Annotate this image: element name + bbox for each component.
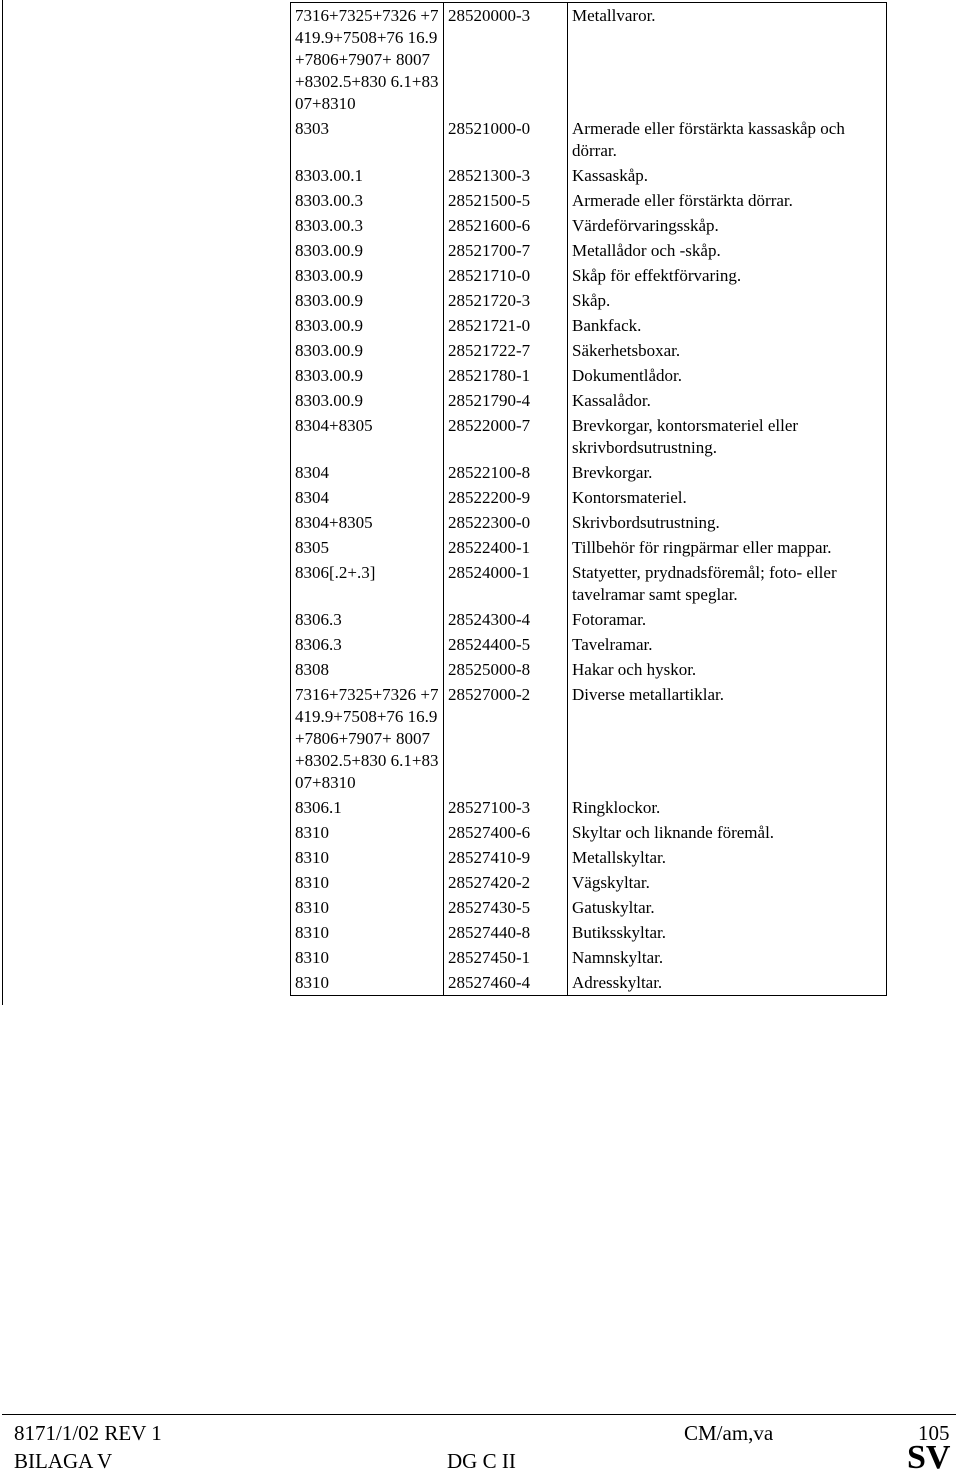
cpv-code-table	[290, 2, 887, 996]
cpv-code-cell: 28521720-3	[444, 288, 568, 313]
cpv-code-cell: 28521780-1	[444, 363, 568, 388]
cn-code-cell: 8304+8305	[291, 413, 444, 460]
cn-code-cell: 8310	[291, 970, 444, 996]
annex-label: BILAGA V	[14, 1449, 113, 1473]
cpv-code-cell: 28521600-6	[444, 213, 568, 238]
table-row	[291, 485, 887, 510]
cn-code-cell: 8306[.2+.3]	[291, 560, 444, 607]
cn-code-cell: 8310	[291, 820, 444, 845]
cn-code-cell: 8303.00.9	[291, 263, 444, 288]
cn-code-cell: 8306.1	[291, 795, 444, 820]
table-row	[291, 870, 887, 895]
cn-code-cell: 8310	[291, 870, 444, 895]
margin-rule	[2, 0, 3, 1005]
cpv-code-cell: 28521000-0	[444, 116, 568, 163]
cn-code-cell: 8303.00.9	[291, 238, 444, 263]
description-cell: Armerade eller förstärkta kassaskåp och dörrar.	[568, 116, 887, 163]
cn-code-cell: 7316+7325+7326 +7419.9+7508+76 16.9+7806+7907+ 8007+8302.5+830 6.1+8307+8310	[291, 682, 444, 795]
description-cell: Bankfack.	[568, 313, 887, 338]
cn-code-cell: 8310	[291, 895, 444, 920]
description-cell: Skåp för effektförvaring.	[568, 263, 887, 288]
description-cell: Tavelramar.	[568, 632, 887, 657]
description-cell: Ringklockor.	[568, 795, 887, 820]
table-row	[291, 560, 887, 607]
cpv-code-cell: 28527000-2	[444, 682, 568, 795]
cpv-code-cell: 28527440-8	[444, 920, 568, 945]
cn-code-cell: 8308	[291, 657, 444, 682]
cpv-code-cell: 28521790-4	[444, 388, 568, 413]
cn-code-cell: 8303.00.3	[291, 188, 444, 213]
cn-code-cell: 8310	[291, 845, 444, 870]
description-cell: Skyltar och liknande föremål.	[568, 820, 887, 845]
cn-code-cell: 8304	[291, 460, 444, 485]
cn-code-cell: 8304	[291, 485, 444, 510]
description-cell: Vägskyltar.	[568, 870, 887, 895]
description-cell: Kontorsmateriel.	[568, 485, 887, 510]
table-row	[291, 313, 887, 338]
description-cell: Brevkorgar, kontorsmateriel eller skrivbordsutrustning.	[568, 413, 887, 460]
cn-code-cell: 8303.00.3	[291, 213, 444, 238]
cpv-code-cell: 28527100-3	[444, 795, 568, 820]
table-row	[291, 795, 887, 820]
cpv-code-cell: 28527420-2	[444, 870, 568, 895]
description-cell: Säkerhetsboxar.	[568, 338, 887, 363]
table-row	[291, 945, 887, 970]
description-cell: Värdeförvaringsskåp.	[568, 213, 887, 238]
cn-code-cell: 8303.00.9	[291, 313, 444, 338]
table-row	[291, 263, 887, 288]
cpv-code-cell: 28527460-4	[444, 970, 568, 996]
cpv-code-cell: 28522400-1	[444, 535, 568, 560]
cn-code-cell: 8303.00.9	[291, 363, 444, 388]
description-cell: Skrivbordsutrustning.	[568, 510, 887, 535]
cn-code-cell: 8305	[291, 535, 444, 560]
cpv-code-cell: 28522200-9	[444, 485, 568, 510]
directorate-label: DG C II	[447, 1449, 516, 1473]
cpv-code-cell: 28521710-0	[444, 263, 568, 288]
cn-code-cell: 8310	[291, 945, 444, 970]
code-table-body	[291, 3, 887, 996]
cn-code-cell: 7316+7325+7326 +7419.9+7508+76 16.9+7806+7907+ 8007+8302.5+830 6.1+8307+8310	[291, 3, 444, 117]
cpv-code-cell: 28521500-5	[444, 188, 568, 213]
cn-code-cell: 8303.00.9	[291, 388, 444, 413]
language-code: SV	[907, 1439, 951, 1476]
cpv-code-cell: 28527400-6	[444, 820, 568, 845]
description-cell: Skåp.	[568, 288, 887, 313]
table-row	[291, 657, 887, 682]
cpv-code-cell: 28525000-8	[444, 657, 568, 682]
cpv-code-cell: 28520000-3	[444, 3, 568, 117]
table-row	[291, 363, 887, 388]
table-row	[291, 970, 887, 996]
table-row	[291, 388, 887, 413]
cpv-code-cell: 28524300-4	[444, 607, 568, 632]
cpv-code-cell: 28521300-3	[444, 163, 568, 188]
cpv-code-cell: 28522300-0	[444, 510, 568, 535]
table-row	[291, 213, 887, 238]
description-cell: Kassalådor.	[568, 388, 887, 413]
description-cell: Hakar och hyskor.	[568, 657, 887, 682]
table-row	[291, 238, 887, 263]
cpv-code-cell: 28521722-7	[444, 338, 568, 363]
description-cell: Tillbehör för ringpärmar eller mappar.	[568, 535, 887, 560]
description-cell: Namnskyltar.	[568, 945, 887, 970]
description-cell: Diverse metallartiklar.	[568, 682, 887, 795]
cpv-code-cell: 28521700-7	[444, 238, 568, 263]
table-row	[291, 338, 887, 363]
table-row	[291, 413, 887, 460]
table-row	[291, 535, 887, 560]
table-row	[291, 845, 887, 870]
table-row	[291, 607, 887, 632]
cn-code-cell: 8303.00.9	[291, 288, 444, 313]
footer-divider	[2, 1414, 956, 1415]
cpv-code-cell: 28522000-7	[444, 413, 568, 460]
description-cell: Metallvaror.	[568, 3, 887, 117]
cpv-code-cell: 28522100-8	[444, 460, 568, 485]
table-row	[291, 682, 887, 795]
description-cell: Fotoramar.	[568, 607, 887, 632]
table-row	[291, 895, 887, 920]
description-cell: Adresskyltar.	[568, 970, 887, 996]
table-row	[291, 116, 887, 163]
table-row	[291, 460, 887, 485]
description-cell: Gatuskyltar.	[568, 895, 887, 920]
cpv-code-cell: 28527450-1	[444, 945, 568, 970]
cpv-code-cell: 28527430-5	[444, 895, 568, 920]
table-row	[291, 632, 887, 657]
cn-code-cell: 8303.00.9	[291, 338, 444, 363]
description-cell: Kassaskåp.	[568, 163, 887, 188]
cn-code-cell: 8304+8305	[291, 510, 444, 535]
description-cell: Metallskyltar.	[568, 845, 887, 870]
description-cell: Armerade eller förstärkta dörrar.	[568, 188, 887, 213]
cn-code-cell: 8306.3	[291, 632, 444, 657]
cpv-code-cell: 28521721-0	[444, 313, 568, 338]
table-row	[291, 188, 887, 213]
cn-code-cell: 8303	[291, 116, 444, 163]
table-row	[291, 510, 887, 535]
document-reference: 8171/1/02 REV 1	[14, 1421, 162, 1445]
cn-code-cell: 8310	[291, 920, 444, 945]
page-number: 105	[918, 1421, 950, 1445]
description-cell: Brevkorgar.	[568, 460, 887, 485]
cpv-code-cell: 28527410-9	[444, 845, 568, 870]
table-row	[291, 820, 887, 845]
description-cell: Dokumentlådor.	[568, 363, 887, 388]
description-cell: Butiksskyltar.	[568, 920, 887, 945]
table-row	[291, 288, 887, 313]
description-cell: Metallådor och -skåp.	[568, 238, 887, 263]
table-row	[291, 920, 887, 945]
table-row	[291, 163, 887, 188]
cpv-code-cell: 28524000-1	[444, 560, 568, 607]
table-row	[291, 3, 887, 117]
author-initials: CM/am,va	[684, 1421, 774, 1445]
cpv-code-cell: 28524400-5	[444, 632, 568, 657]
description-cell: Statyetter, prydnadsföremål; foto- eller tavelramar samt speglar.	[568, 560, 887, 607]
cn-code-cell: 8306.3	[291, 607, 444, 632]
cn-code-cell: 8303.00.1	[291, 163, 444, 188]
